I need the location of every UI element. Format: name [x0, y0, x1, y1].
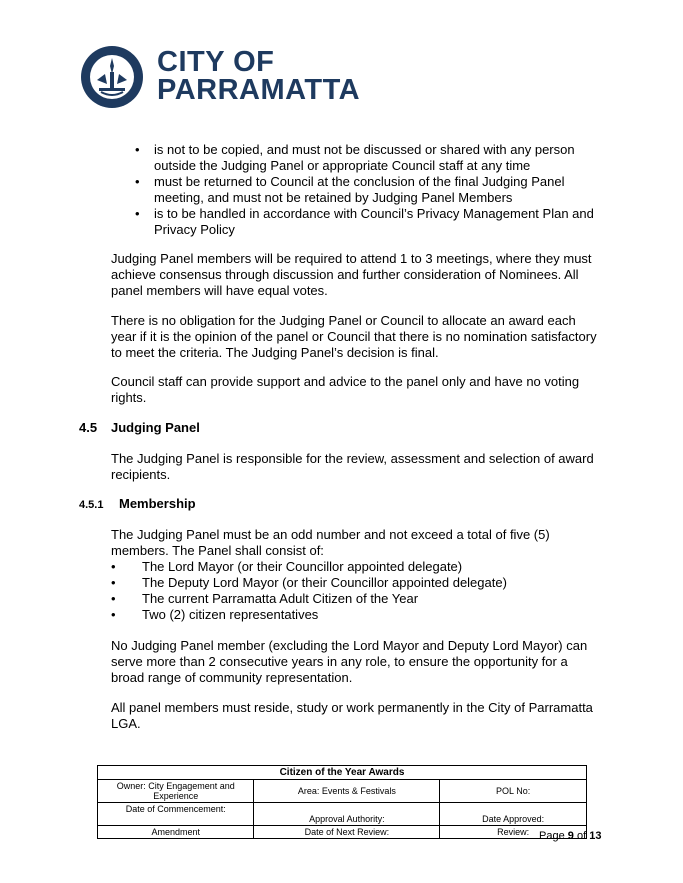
- page-number: Page 9 of 13: [539, 830, 602, 842]
- footer-owner: Owner: City Engagement and Experience: [98, 780, 254, 803]
- paragraph-responsible: The Judging Panel is responsible for the review, assessment and selection of award recipients.: [111, 451, 594, 482]
- members-list: [111, 559, 581, 623]
- logo-wordmark: [157, 48, 360, 104]
- section-heading-4-5-1: 4.5.1 Membership: [79, 496, 196, 511]
- list-item: • is to be handled in accordance with Council’s Privacy Management Plan and Privacy Policy: [135, 206, 594, 237]
- list-item: • The current Parramatta Adult Citizen of the Year: [111, 591, 419, 606]
- footer-next-review: Date of Next Review:: [254, 826, 440, 839]
- list-item: • is not to be copied, and must not be discussed or shared with any person outside the Judging Panel or appropriate Council staff at any time: [135, 142, 575, 173]
- section-heading-4-5: 4.5 Judging Panel: [79, 420, 200, 435]
- table-row: [98, 780, 587, 803]
- list-item: • The Deputy Lord Mayor (or their Councillor appointed delegate): [111, 575, 507, 590]
- table-row: [98, 826, 587, 839]
- policy-footer-table: [97, 765, 587, 839]
- list-item: • must be returned to Council at the conclusion of the final Judging Panel meeting, and must not be retained by Judging Panel Members: [135, 174, 565, 205]
- paragraph-meetings: Judging Panel members will be required to attend 1 to 3 meetings, where they must achieve consensus through discussion and further consideration of Nominees. All panel members will have equal votes.: [111, 251, 592, 298]
- paragraph-staff: Council staff can provide support and advice to the panel only and have no voting rights.: [111, 374, 580, 405]
- logo-line-1: CITY OF: [157, 46, 275, 78]
- list-item: • The Lord Mayor (or their Councillor appointed delegate): [111, 559, 463, 574]
- footer-amendment: Amendment: [98, 826, 254, 839]
- footer-approval-authority: Approval Authority:: [254, 803, 440, 826]
- table-row: [98, 803, 587, 826]
- paragraph-odd-number: The Judging Panel must be an odd number and not exceed a total of five (5) members. The Panel shall consist of:: [111, 527, 550, 558]
- paragraph-reside: All panel members must reside, study or work permanently in the City of Parramatta LGA.: [111, 700, 593, 731]
- logo-line-2: PARRAMATTA: [157, 74, 361, 106]
- footer-area: Area: Events & Festivals: [254, 780, 440, 803]
- confidential-list: [135, 142, 595, 238]
- footer-pol-no: POL No:: [440, 780, 587, 803]
- paragraph-obligation: There is no obligation for the Judging Panel or Council to allocate an award each year if it is the opinion of the panel or Council that there is no nomination satisfactory to meet the criteria. The Judging Panel’s decision is final.: [111, 313, 597, 360]
- paragraph-consecutive: No Judging Panel member (excluding the Lord Mayor and Deputy Lord Mayor) can serve more than 2 consecutive years in any role, to ensure the opportunity for a broad range of community representation.: [111, 638, 588, 685]
- council-emblem-icon: [79, 44, 145, 110]
- footer-commencement: Date of Commencement:: [98, 803, 254, 826]
- footer-review: Review:: [440, 826, 587, 839]
- footer-date-approved: Date Approved:: [440, 803, 587, 826]
- footer-title: Citizen of the Year Awards: [98, 766, 587, 780]
- list-item: • Two (2) citizen representatives: [111, 607, 319, 622]
- table-row: [98, 766, 587, 780]
